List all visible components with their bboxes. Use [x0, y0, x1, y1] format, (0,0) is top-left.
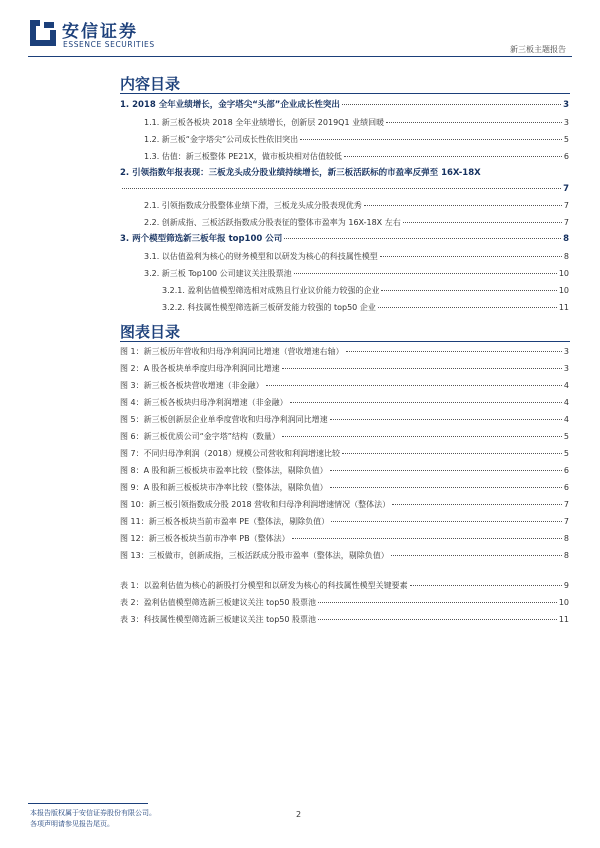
toc-entry-3[interactable]: 3. 两个模型筛选新三板年报 top100 公司 8	[120, 234, 569, 244]
table-entry-3[interactable]: 表 3：科技属性模型筛选新三板建议关注 top50 股票池 11	[120, 615, 569, 624]
table-entry-2[interactable]: 表 2：盈利估值模型筛选新三板建议关注 top50 股票池 10	[120, 598, 569, 607]
brand-name-cn: 安信证券	[62, 22, 138, 42]
essence-logo-icon	[30, 20, 56, 46]
copyright-note: 本报告版权属于安信证券股份有限公司。	[30, 809, 156, 817]
figure-entry-2[interactable]: 图 2：A 股各板块单季度归母净利润同比增速 3	[120, 364, 569, 373]
figures-title: 图表目录	[120, 323, 181, 341]
figure-entry-1[interactable]: 图 1：新三板历年营收和归母净利润同比增速（营收增速右轴） 3	[120, 347, 569, 356]
toc-entry-3-1[interactable]: 3.1. 以估值盈利为核心的财务模型和以研发为核心的科技属性模型 8	[144, 252, 569, 261]
figure-entry-5[interactable]: 图 5：新三板创新层企业单季度营收和归母净利润同比增速 4	[120, 415, 569, 424]
toc-entry-2-2[interactable]: 2.2. 创新成指、三板活跃指数成分股表征的整体市盈率为 16X-18X 左右 7	[144, 218, 569, 227]
page-header	[0, 0, 600, 62]
toc-entry-1[interactable]: 1. 2018 全年业绩增长，金字塔尖“头部”企业成长性突出 3	[120, 100, 569, 110]
contents-divider	[120, 93, 570, 94]
figure-entry-12[interactable]: 图 12：新三板各板块当前市净率 PB（整体法） 8	[120, 534, 569, 543]
figure-entry-10[interactable]: 图 10：新三板引领指数成分股 2018 营收和归母净利润增速情况（整体法） 7	[120, 500, 569, 509]
page-number: 2	[296, 810, 302, 819]
figure-entry-6[interactable]: 图 6：新三板优质公司“金字塔”结构（数量） 5	[120, 432, 569, 441]
contents-title: 内容目录	[120, 75, 181, 93]
toc-entry-2-1[interactable]: 2.1. 引领指数成分股整体业绩下滑，三板龙头成分股表现优秀 7	[144, 201, 569, 210]
toc-entry-2[interactable]: 2. 引领指数年报表现：三板龙头成分股业绩持续增长，新三板活跃标的市盈率反弹至 16X-18X	[120, 168, 481, 178]
figure-entry-9[interactable]: 图 9：A 股和新三板板块市净率比较（整体法，剔除负值） 6	[120, 483, 569, 492]
footer-divider	[28, 803, 148, 804]
header-divider	[28, 56, 572, 57]
figure-entry-13[interactable]: 图 13：三板做市，创新成指，三板活跃成分股市盈率（整体法，剔除负值） 8	[120, 551, 569, 560]
toc-entry-3-2[interactable]: 3.2. 新三板 Top100 公司建议关注股票池 10	[144, 269, 569, 278]
figure-entry-3[interactable]: 图 3：新三板各板块营收增速（非金融） 4	[120, 381, 569, 390]
brand-name-en: ESSENCE SECURITIES	[63, 40, 155, 49]
figure-entry-11[interactable]: 图 11：新三板各板块当前市盈率 PE（整体法，剔除负值） 7	[120, 517, 569, 526]
figure-entry-8[interactable]: 图 8：A 股和新三板板块市盈率比较（整体法，剔除负值） 6	[120, 466, 569, 475]
toc-entry-1-3[interactable]: 1.3. 估值：新三板整体 PE21X，做市板块相对估值较低 6	[144, 152, 569, 161]
figure-entry-4[interactable]: 图 4：新三板各板块归母净利润增速（非金融） 4	[120, 398, 569, 407]
toc-entry-3-2-2[interactable]: 3.2.2. 科技属性模型筛选新三板研发能力较强的 top50 企业 11	[162, 303, 569, 312]
table-entry-1[interactable]: 表 1：以盈利估值为核心的新股打分模型和以研发为核心的科技属性模型关键要素 9	[120, 581, 569, 590]
figure-entry-7[interactable]: 图 7：不同归母净利润（2018）规模公司营收和利润增速比较 5	[120, 449, 569, 458]
toc-entry-1-1[interactable]: 1.1. 新三板各板块 2018 全年业绩增长，创新层 2019Q1 业绩回暖 3	[144, 118, 569, 127]
toc-entry-1-2[interactable]: 1.2. 新三板“金字塔尖”公司成长性依旧突出 5	[144, 135, 569, 144]
toc-entry-2-cont[interactable]: 7	[120, 182, 569, 196]
figures-divider	[120, 341, 570, 342]
report-type-label: 新三板主题报告	[510, 45, 566, 54]
toc-entry-3-2-1[interactable]: 3.2.1. 盈利估值模型筛选相对成熟且行业议价能力较强的企业 10	[162, 286, 569, 295]
disclaimer-note: 各项声明请参见报告尾页。	[30, 820, 114, 828]
